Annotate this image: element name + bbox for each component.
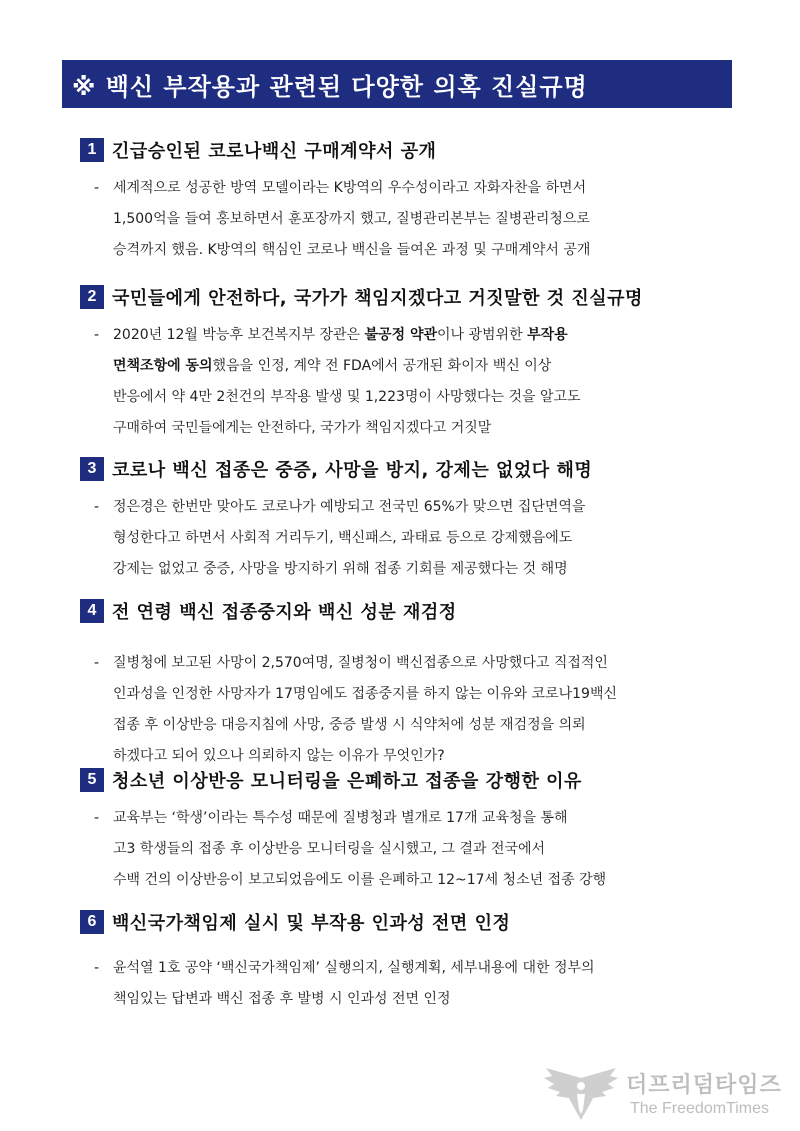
section-number-badge: 5 <box>80 768 104 792</box>
bullet-dash: - <box>94 327 100 343</box>
section-6 <box>80 909 740 1015</box>
body-line: 고3 학생들의 접종 후 이상반응 모니터링을 실시했고, 그 결과 전국에서 <box>113 841 546 857</box>
section-body <box>80 173 740 266</box>
section-title: 백신국가책임제 실시 및 부작용 인과성 전면 인정 <box>112 913 511 934</box>
text-run: 2020년 12월 박능후 보건복지부 장관은 <box>113 327 365 343</box>
section-number-badge: 2 <box>80 285 104 309</box>
section-body <box>80 492 740 585</box>
text-run: 이나 광범위한 <box>437 327 528 343</box>
body-line: 수백 건의 이상반응이 보고되었음에도 이를 은폐하고 12~17세 청소년 접종 강행 <box>113 872 607 888</box>
watermark <box>540 1062 790 1124</box>
watermark-name: 더프리덤타임즈 <box>626 1073 782 1098</box>
body-line: 하겠다고 되어 있으나 의뢰하지 않는 이유가 무엇인가? <box>113 748 445 764</box>
section-title: 국민들에게 안전하다, 국가가 책임지겠다고 거짓말한 것 진실규명 <box>112 288 643 309</box>
section-header <box>80 598 740 624</box>
body-line: 정은경은 한번만 맞아도 코로나가 예방되고 전국민 65%가 맞으면 집단면역을 <box>113 499 586 515</box>
watermark-english: The FreedomTimes <box>630 1100 769 1117</box>
body-line: 질병청에 보고된 사망이 2,570여명, 질병청이 백신접종으로 사망했다고 직접적인 <box>113 655 608 671</box>
bullet-dash: - <box>94 960 100 976</box>
section-body <box>80 953 740 1015</box>
section-1 <box>80 137 740 266</box>
section-number-badge: 6 <box>80 910 104 934</box>
bullet-dash: - <box>94 655 100 671</box>
section-body <box>80 803 740 896</box>
bold-text: 면책조항에 동의 <box>113 358 213 374</box>
body-line: 접종 후 이상반응 대응지침에 사망, 중증 발생 시 식약처에 성분 재검정을 의뢰 <box>113 717 586 733</box>
section-4 <box>80 598 740 772</box>
section-title: 코로나 백신 접종은 중증, 사망을 방지, 강제는 없었다 해명 <box>112 460 593 481</box>
bullet-dash: - <box>94 180 100 196</box>
body-line: 구매하여 국민들에게는 안전하다, 국가가 책임지겠다고 거짓말 <box>113 420 492 436</box>
body-line: 1,500억을 들여 홍보하면서 훈포장까지 했고, 질병관리본부는 질병관리청으로 <box>113 211 590 227</box>
body-line: 세계적으로 성공한 방역 모델이라는 K방역의 우수성이라고 자화자찬을 하면서 <box>113 180 587 196</box>
body-line <box>113 320 740 351</box>
bold-text: 불공정 약관 <box>364 327 438 343</box>
bullet-dash: - <box>94 499 100 515</box>
page-title: ※ 백신 부작용과 관련된 다양한 의혹 진실규명 <box>62 60 732 108</box>
body-line: 윤석열 1호 공약 ‘백신국가책임제’ 실행의지, 실행계획, 세부내용에 대한 정부의 <box>113 960 595 976</box>
text-run: 했음을 인정, 계약 전 FDA에서 공개된 화이자 백신 이상 <box>212 358 552 374</box>
section-number-badge: 1 <box>80 138 104 162</box>
section-header <box>80 137 740 163</box>
section-header <box>80 767 740 793</box>
bullet-dash: - <box>94 810 100 826</box>
section-header <box>80 909 740 935</box>
section-number-badge: 3 <box>80 457 104 481</box>
bold-text: 부작용 <box>527 327 568 343</box>
section-number-badge: 4 <box>80 599 104 623</box>
section-header <box>80 284 740 310</box>
section-header <box>80 456 740 482</box>
body-line: 책임있는 답변과 백신 접종 후 발병 시 인과성 전면 인정 <box>113 991 451 1007</box>
section-3 <box>80 456 740 585</box>
section-2 <box>80 284 740 444</box>
section-title: 전 연령 백신 접종중지와 백신 성분 재검정 <box>112 602 457 623</box>
section-body <box>80 648 740 772</box>
body-line <box>113 351 740 382</box>
body-line: 형성한다고 하면서 사회적 거리두기, 백신패스, 과태료 등으로 강제했음에도 <box>113 530 573 546</box>
section-title: 청소년 이상반응 모니터링을 은폐하고 접종을 강행한 이유 <box>112 771 582 792</box>
body-line: 승격까지 했음. K방역의 핵심인 코로나 백신을 들여온 과정 및 구매계약서 공개 <box>113 242 591 258</box>
body-line: 반응에서 약 4만 2천건의 부작용 발생 및 1,223명이 사망했다는 것을 알고도 <box>113 389 581 405</box>
section-body <box>80 320 740 444</box>
section-title: 긴급승인된 코로나백신 구매계약서 공개 <box>112 141 437 162</box>
section-5 <box>80 767 740 896</box>
body-line: 인과성을 인정한 사망자가 17명임에도 접종중지를 하지 않는 이유와 코로나19백신 <box>113 686 617 702</box>
body-line: 교육부는 ‘학생’이라는 특수성 때문에 질병청과 별개로 17개 교육청을 통해 <box>113 810 568 826</box>
body-line: 강제는 없었고 중증, 사망을 방지하기 위해 접종 기회를 제공했다는 것 해명 <box>113 561 568 577</box>
eagle-logo-icon <box>542 1064 620 1122</box>
